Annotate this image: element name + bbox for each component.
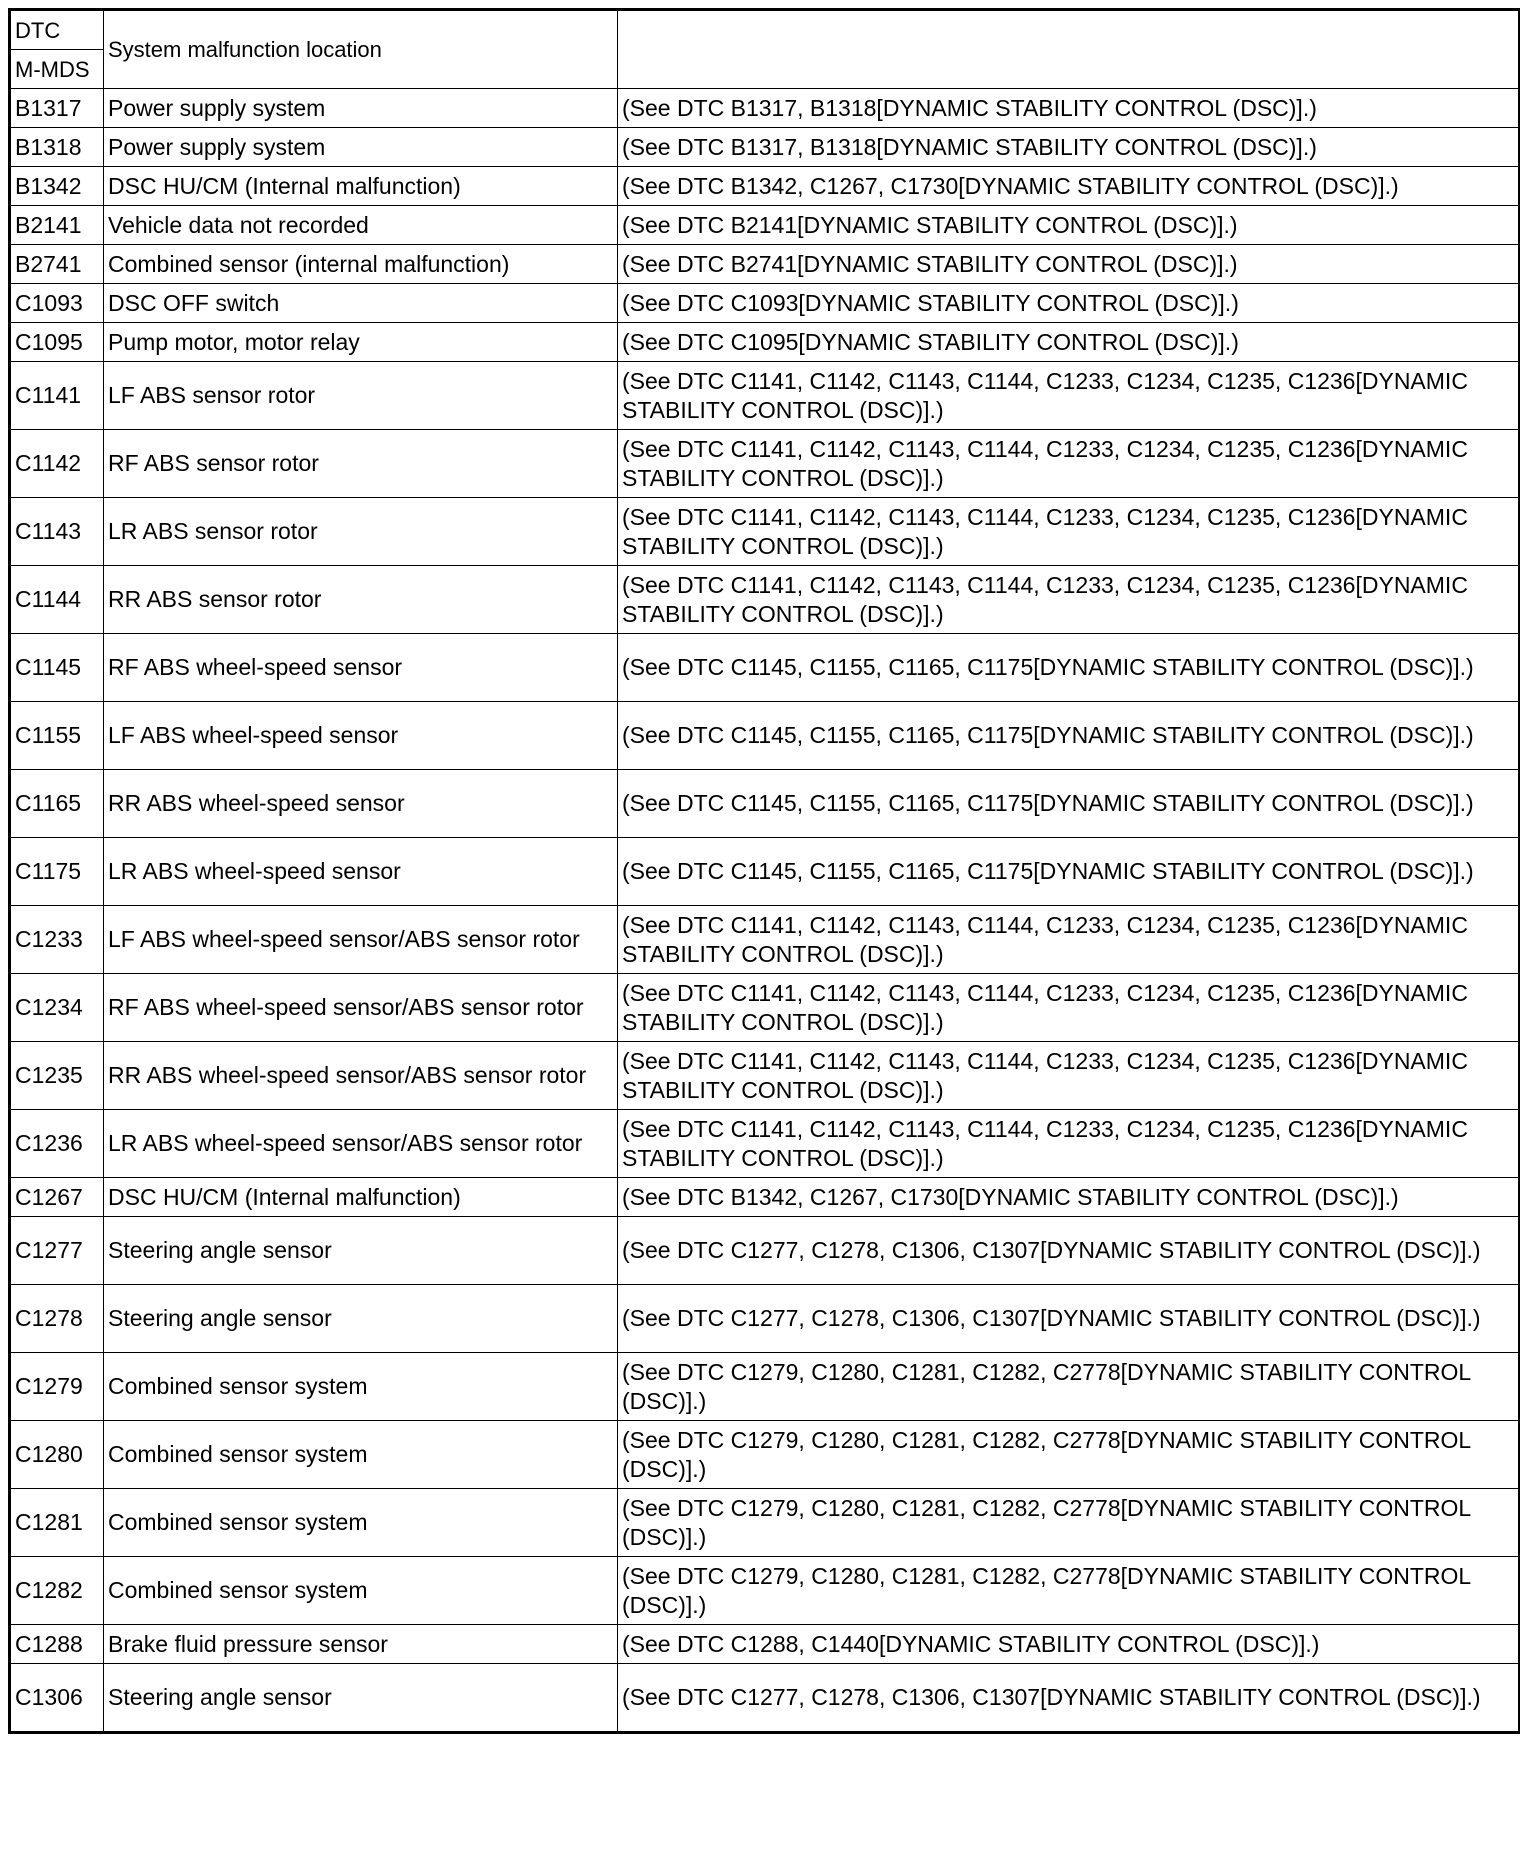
reference-text: (See DTC C1279, C1280, C1281, C1282, C2778[DYNAMIC STABILITY CONTROL (DSC)].) [618, 1557, 1520, 1625]
dtc-code: C1142 [10, 430, 104, 498]
header-location: System malfunction location [104, 10, 618, 89]
table-row [10, 206, 1520, 245]
reference-text: (See DTC C1279, C1280, C1281, C1282, C2778[DYNAMIC STABILITY CONTROL (DSC)].) [618, 1421, 1520, 1489]
table-row [10, 566, 1520, 634]
table-row [10, 634, 1520, 702]
table-header [10, 10, 1520, 89]
table-row [10, 1557, 1520, 1625]
dtc-code: C1282 [10, 1557, 104, 1625]
dtc-code: C1145 [10, 634, 104, 702]
malfunction-location: Combined sensor system [104, 1353, 618, 1421]
table-row [10, 167, 1520, 206]
table-row [10, 1042, 1520, 1110]
table-row [10, 702, 1520, 770]
malfunction-location: RF ABS wheel-speed sensor [104, 634, 618, 702]
dtc-code: C1175 [10, 838, 104, 906]
malfunction-location: LR ABS wheel-speed sensor [104, 838, 618, 906]
malfunction-location: Pump motor, motor relay [104, 323, 618, 362]
dtc-table [8, 8, 1520, 1734]
dtc-code: B1342 [10, 167, 104, 206]
table-row [10, 1664, 1520, 1733]
dtc-code: C1095 [10, 323, 104, 362]
reference-text: (See DTC C1093[DYNAMIC STABILITY CONTROL (DSC)].) [618, 284, 1520, 323]
dtc-code: C1093 [10, 284, 104, 323]
reference-text: (See DTC C1141, C1142, C1143, C1144, C1233, C1234, C1235, C1236[DYNAMIC STABILITY CONTROL (DSC)].) [618, 566, 1520, 634]
malfunction-location: Steering angle sensor [104, 1664, 618, 1733]
table-row [10, 1489, 1520, 1557]
malfunction-location: DSC HU/CM (Internal malfunction) [104, 167, 618, 206]
table-row [10, 430, 1520, 498]
reference-text: (See DTC C1277, C1278, C1306, C1307[DYNAMIC STABILITY CONTROL (DSC)].) [618, 1285, 1520, 1353]
table-row [10, 1217, 1520, 1285]
reference-text: (See DTC C1141, C1142, C1143, C1144, C1233, C1234, C1235, C1236[DYNAMIC STABILITY CONTROL (DSC)].) [618, 906, 1520, 974]
reference-text: (See DTC B1342, C1267, C1730[DYNAMIC STABILITY CONTROL (DSC)].) [618, 1178, 1520, 1217]
malfunction-location: Power supply system [104, 128, 618, 167]
reference-text: (See DTC C1141, C1142, C1143, C1144, C1233, C1234, C1235, C1236[DYNAMIC STABILITY CONTROL (DSC)].) [618, 430, 1520, 498]
table-row [10, 362, 1520, 430]
malfunction-location: LR ABS wheel-speed sensor/ABS sensor rotor [104, 1110, 618, 1178]
reference-text: (See DTC C1279, C1280, C1281, C1282, C2778[DYNAMIC STABILITY CONTROL (DSC)].) [618, 1489, 1520, 1557]
dtc-code: C1280 [10, 1421, 104, 1489]
dtc-code: B2141 [10, 206, 104, 245]
dtc-code: C1267 [10, 1178, 104, 1217]
malfunction-location: RR ABS wheel-speed sensor [104, 770, 618, 838]
table-row [10, 1625, 1520, 1664]
reference-text: (See DTC C1141, C1142, C1143, C1144, C1233, C1234, C1235, C1236[DYNAMIC STABILITY CONTROL (DSC)].) [618, 1110, 1520, 1178]
malfunction-location: Combined sensor system [104, 1421, 618, 1489]
malfunction-location: RR ABS sensor rotor [104, 566, 618, 634]
dtc-code: C1235 [10, 1042, 104, 1110]
table-row [10, 1110, 1520, 1178]
dtc-code: C1277 [10, 1217, 104, 1285]
reference-text: (See DTC B1342, C1267, C1730[DYNAMIC STABILITY CONTROL (DSC)].) [618, 167, 1520, 206]
malfunction-location: LF ABS wheel-speed sensor [104, 702, 618, 770]
table-row [10, 1353, 1520, 1421]
dtc-code: C1281 [10, 1489, 104, 1557]
reference-text: (See DTC C1141, C1142, C1143, C1144, C1233, C1234, C1235, C1236[DYNAMIC STABILITY CONTROL (DSC)].) [618, 974, 1520, 1042]
page [8, 8, 1518, 1734]
malfunction-location: Combined sensor (internal malfunction) [104, 245, 618, 284]
dtc-code: C1143 [10, 498, 104, 566]
header-dtc: DTC [10, 10, 104, 50]
dtc-code: C1144 [10, 566, 104, 634]
malfunction-location: LF ABS wheel-speed sensor/ABS sensor rotor [104, 906, 618, 974]
reference-text: (See DTC C1141, C1142, C1143, C1144, C1233, C1234, C1235, C1236[DYNAMIC STABILITY CONTROL (DSC)].) [618, 1042, 1520, 1110]
reference-text: (See DTC C1141, C1142, C1143, C1144, C1233, C1234, C1235, C1236[DYNAMIC STABILITY CONTROL (DSC)].) [618, 362, 1520, 430]
dtc-code: C1141 [10, 362, 104, 430]
malfunction-location: Power supply system [104, 89, 618, 128]
dtc-code: C1278 [10, 1285, 104, 1353]
reference-text: (See DTC C1288, C1440[DYNAMIC STABILITY CONTROL (DSC)].) [618, 1625, 1520, 1664]
malfunction-location: RF ABS wheel-speed sensor/ABS sensor rotor [104, 974, 618, 1042]
reference-text: (See DTC B1317, B1318[DYNAMIC STABILITY CONTROL (DSC)].) [618, 128, 1520, 167]
malfunction-location: RR ABS wheel-speed sensor/ABS sensor rotor [104, 1042, 618, 1110]
reference-text: (See DTC B1317, B1318[DYNAMIC STABILITY CONTROL (DSC)].) [618, 89, 1520, 128]
table-row [10, 906, 1520, 974]
reference-text: (See DTC C1145, C1155, C1165, C1175[DYNAMIC STABILITY CONTROL (DSC)].) [618, 770, 1520, 838]
malfunction-location: DSC OFF switch [104, 284, 618, 323]
table-row [10, 323, 1520, 362]
table-row [10, 770, 1520, 838]
reference-text: (See DTC C1141, C1142, C1143, C1144, C1233, C1234, C1235, C1236[DYNAMIC STABILITY CONTROL (DSC)].) [618, 498, 1520, 566]
table-row [10, 498, 1520, 566]
malfunction-location: Steering angle sensor [104, 1217, 618, 1285]
malfunction-location: RF ABS sensor rotor [104, 430, 618, 498]
dtc-code: C1279 [10, 1353, 104, 1421]
dtc-code: C1288 [10, 1625, 104, 1664]
table-row [10, 1421, 1520, 1489]
header-reference [618, 10, 1520, 89]
dtc-code: C1236 [10, 1110, 104, 1178]
dtc-code: C1306 [10, 1664, 104, 1733]
reference-text: (See DTC C1277, C1278, C1306, C1307[DYNAMIC STABILITY CONTROL (DSC)].) [618, 1664, 1520, 1733]
malfunction-location: Combined sensor system [104, 1489, 618, 1557]
table-row [10, 284, 1520, 323]
table-row [10, 89, 1520, 128]
dtc-code: C1233 [10, 906, 104, 974]
malfunction-location: Combined sensor system [104, 1557, 618, 1625]
dtc-code: B1317 [10, 89, 104, 128]
table-row [10, 128, 1520, 167]
table-row [10, 974, 1520, 1042]
malfunction-location: Steering angle sensor [104, 1285, 618, 1353]
table-row [10, 1178, 1520, 1217]
reference-text: (See DTC C1145, C1155, C1165, C1175[DYNAMIC STABILITY CONTROL (DSC)].) [618, 838, 1520, 906]
malfunction-location: DSC HU/CM (Internal malfunction) [104, 1178, 618, 1217]
malfunction-location: LR ABS sensor rotor [104, 498, 618, 566]
header-mmds: M-MDS [10, 50, 104, 89]
reference-text: (See DTC B2141[DYNAMIC STABILITY CONTROL (DSC)].) [618, 206, 1520, 245]
dtc-code: C1165 [10, 770, 104, 838]
dtc-code: C1155 [10, 702, 104, 770]
malfunction-location: Vehicle data not recorded [104, 206, 618, 245]
dtc-code: B1318 [10, 128, 104, 167]
reference-text: (See DTC B2741[DYNAMIC STABILITY CONTROL (DSC)].) [618, 245, 1520, 284]
reference-text: (See DTC C1145, C1155, C1165, C1175[DYNAMIC STABILITY CONTROL (DSC)].) [618, 634, 1520, 702]
table-body [10, 89, 1520, 1733]
table-row [10, 1285, 1520, 1353]
malfunction-location: Brake fluid pressure sensor [104, 1625, 618, 1664]
reference-text: (See DTC C1095[DYNAMIC STABILITY CONTROL (DSC)].) [618, 323, 1520, 362]
table-row [10, 245, 1520, 284]
reference-text: (See DTC C1279, C1280, C1281, C1282, C2778[DYNAMIC STABILITY CONTROL (DSC)].) [618, 1353, 1520, 1421]
malfunction-location: LF ABS sensor rotor [104, 362, 618, 430]
dtc-code: C1234 [10, 974, 104, 1042]
reference-text: (See DTC C1277, C1278, C1306, C1307[DYNAMIC STABILITY CONTROL (DSC)].) [618, 1217, 1520, 1285]
dtc-code: B2741 [10, 245, 104, 284]
reference-text: (See DTC C1145, C1155, C1165, C1175[DYNAMIC STABILITY CONTROL (DSC)].) [618, 702, 1520, 770]
table-row [10, 838, 1520, 906]
